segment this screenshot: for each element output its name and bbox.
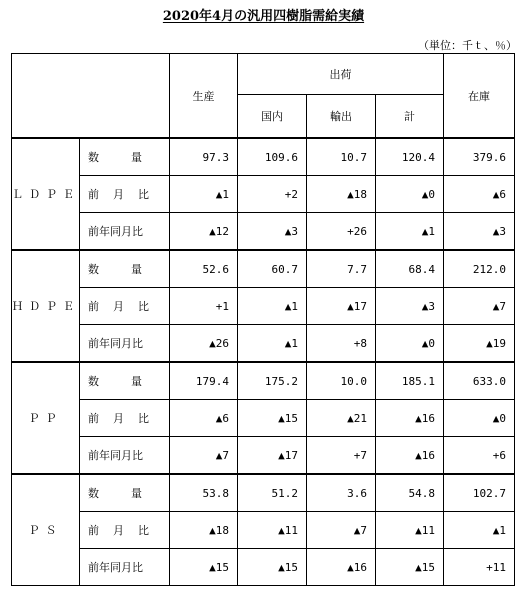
header-blank-cell bbox=[12, 54, 170, 139]
cell-production: ▲1 bbox=[170, 176, 238, 213]
row-label-part: 月 bbox=[113, 188, 124, 201]
row-label-part: 量 bbox=[131, 375, 142, 388]
cell-export: +26 bbox=[307, 213, 376, 251]
cell-total: ▲11 bbox=[376, 512, 444, 549]
cell-domestic: +2 bbox=[238, 176, 307, 213]
table-row bbox=[12, 138, 515, 176]
cell-export: ▲21 bbox=[307, 400, 376, 437]
row-label-part: 量 bbox=[131, 487, 142, 500]
row-label-part: 比 bbox=[138, 300, 149, 313]
row-label-part: 数 bbox=[88, 487, 99, 500]
cell-export: 3.6 bbox=[307, 474, 376, 512]
cell-total: ▲3 bbox=[376, 288, 444, 325]
cell-domestic: ▲17 bbox=[238, 437, 307, 475]
cell-inventory: ▲3 bbox=[444, 213, 515, 251]
cell-domestic: 175.2 bbox=[238, 362, 307, 400]
cell-total: ▲15 bbox=[376, 549, 444, 586]
cell-production: ▲7 bbox=[170, 437, 238, 475]
cell-inventory: ▲19 bbox=[444, 325, 515, 363]
cell-domestic: 51.2 bbox=[238, 474, 307, 512]
cell-domestic: 60.7 bbox=[238, 250, 307, 288]
row-label-mom bbox=[80, 512, 170, 549]
resin-category: ＨＤＰＥ bbox=[12, 250, 80, 362]
row-label-part: 前 bbox=[88, 412, 99, 425]
cell-inventory: 212.0 bbox=[444, 250, 515, 288]
cell-production: ▲6 bbox=[170, 400, 238, 437]
row-label-part: 月 bbox=[113, 300, 124, 313]
table-row bbox=[12, 474, 515, 512]
row-label-part: 前 bbox=[88, 300, 99, 313]
row-label-part: 月 bbox=[113, 524, 124, 537]
cell-total: ▲0 bbox=[376, 325, 444, 363]
cell-inventory: ▲1 bbox=[444, 512, 515, 549]
header-total: 計 bbox=[376, 95, 444, 139]
cell-inventory: 102.7 bbox=[444, 474, 515, 512]
row-label-mom bbox=[80, 400, 170, 437]
supply-demand-table bbox=[11, 53, 515, 586]
cell-production: 97.3 bbox=[170, 138, 238, 176]
cell-production: +1 bbox=[170, 288, 238, 325]
unit-note: （単位：千ｔ、％） bbox=[418, 39, 517, 52]
row-label-part: 比 bbox=[138, 524, 149, 537]
row-label-part: 数 bbox=[88, 151, 99, 164]
cell-inventory: ▲6 bbox=[444, 176, 515, 213]
row-label-part: 前 bbox=[88, 188, 99, 201]
table-row bbox=[12, 549, 515, 586]
row-label-part: 量 bbox=[131, 151, 142, 164]
header-domestic: 国内 bbox=[238, 95, 307, 139]
cell-inventory: 633.0 bbox=[444, 362, 515, 400]
table-row bbox=[12, 512, 515, 549]
row-label-part: 月 bbox=[113, 412, 124, 425]
row-label-yoy: 前年同月比 bbox=[80, 213, 170, 251]
resin-category: ＰＰ bbox=[12, 362, 80, 474]
table-row bbox=[12, 250, 515, 288]
row-label-yoy: 前年同月比 bbox=[80, 437, 170, 475]
table-row bbox=[12, 400, 515, 437]
cell-export: ▲18 bbox=[307, 176, 376, 213]
table-row bbox=[12, 176, 515, 213]
cell-domestic: 109.6 bbox=[238, 138, 307, 176]
row-label-part: 前 bbox=[88, 524, 99, 537]
row-label-quantity bbox=[80, 138, 170, 176]
cell-inventory: +11 bbox=[444, 549, 515, 586]
cell-inventory: ▲7 bbox=[444, 288, 515, 325]
table-row bbox=[12, 362, 515, 400]
cell-production: ▲18 bbox=[170, 512, 238, 549]
row-label-yoy: 前年同月比 bbox=[80, 549, 170, 586]
cell-domestic: ▲15 bbox=[238, 400, 307, 437]
cell-production: ▲26 bbox=[170, 325, 238, 363]
table-row bbox=[12, 213, 515, 251]
cell-production: ▲15 bbox=[170, 549, 238, 586]
cell-total: ▲16 bbox=[376, 437, 444, 475]
cell-total: ▲16 bbox=[376, 400, 444, 437]
cell-production: ▲12 bbox=[170, 213, 238, 251]
page-title: 2020年4月の汎用四樹脂需給実績 bbox=[162, 9, 365, 24]
table-row bbox=[12, 437, 515, 475]
cell-total: 68.4 bbox=[376, 250, 444, 288]
cell-domestic: ▲11 bbox=[238, 512, 307, 549]
cell-production: 53.8 bbox=[170, 474, 238, 512]
header-shipment: 出荷 bbox=[238, 54, 444, 95]
row-label-part: 数 bbox=[88, 263, 99, 276]
header-export: 輸出 bbox=[307, 95, 376, 139]
cell-domestic: ▲1 bbox=[238, 288, 307, 325]
row-label-yoy: 前年同月比 bbox=[80, 325, 170, 363]
cell-export: +8 bbox=[307, 325, 376, 363]
row-label-mom bbox=[80, 288, 170, 325]
cell-total: 54.8 bbox=[376, 474, 444, 512]
row-label-quantity bbox=[80, 250, 170, 288]
cell-export: 10.0 bbox=[307, 362, 376, 400]
row-label-part: 量 bbox=[131, 263, 142, 276]
header-production: 生産 bbox=[170, 54, 238, 139]
row-label-part: 比 bbox=[138, 412, 149, 425]
cell-inventory: 379.6 bbox=[444, 138, 515, 176]
cell-export: +7 bbox=[307, 437, 376, 475]
cell-inventory: +6 bbox=[444, 437, 515, 475]
cell-export: ▲16 bbox=[307, 549, 376, 586]
cell-export: 10.7 bbox=[307, 138, 376, 176]
cell-export: ▲17 bbox=[307, 288, 376, 325]
cell-domestic: ▲1 bbox=[238, 325, 307, 363]
cell-total: ▲1 bbox=[376, 213, 444, 251]
cell-export: 7.7 bbox=[307, 250, 376, 288]
cell-total: 185.1 bbox=[376, 362, 444, 400]
row-label-quantity bbox=[80, 362, 170, 400]
row-label-quantity bbox=[80, 474, 170, 512]
cell-total: ▲0 bbox=[376, 176, 444, 213]
cell-domestic: ▲15 bbox=[238, 549, 307, 586]
row-label-part: 数 bbox=[88, 375, 99, 388]
table-row bbox=[12, 325, 515, 363]
header-inventory: 在庫 bbox=[444, 54, 515, 139]
cell-inventory: ▲0 bbox=[444, 400, 515, 437]
cell-production: 179.4 bbox=[170, 362, 238, 400]
resin-category: ＰＳ bbox=[12, 474, 80, 586]
table-row bbox=[12, 288, 515, 325]
resin-category: ＬＤＰＥ bbox=[12, 138, 80, 250]
cell-domestic: ▲3 bbox=[238, 213, 307, 251]
row-label-part: 比 bbox=[138, 188, 149, 201]
row-label-mom bbox=[80, 176, 170, 213]
cell-production: 52.6 bbox=[170, 250, 238, 288]
cell-export: ▲7 bbox=[307, 512, 376, 549]
cell-total: 120.4 bbox=[376, 138, 444, 176]
